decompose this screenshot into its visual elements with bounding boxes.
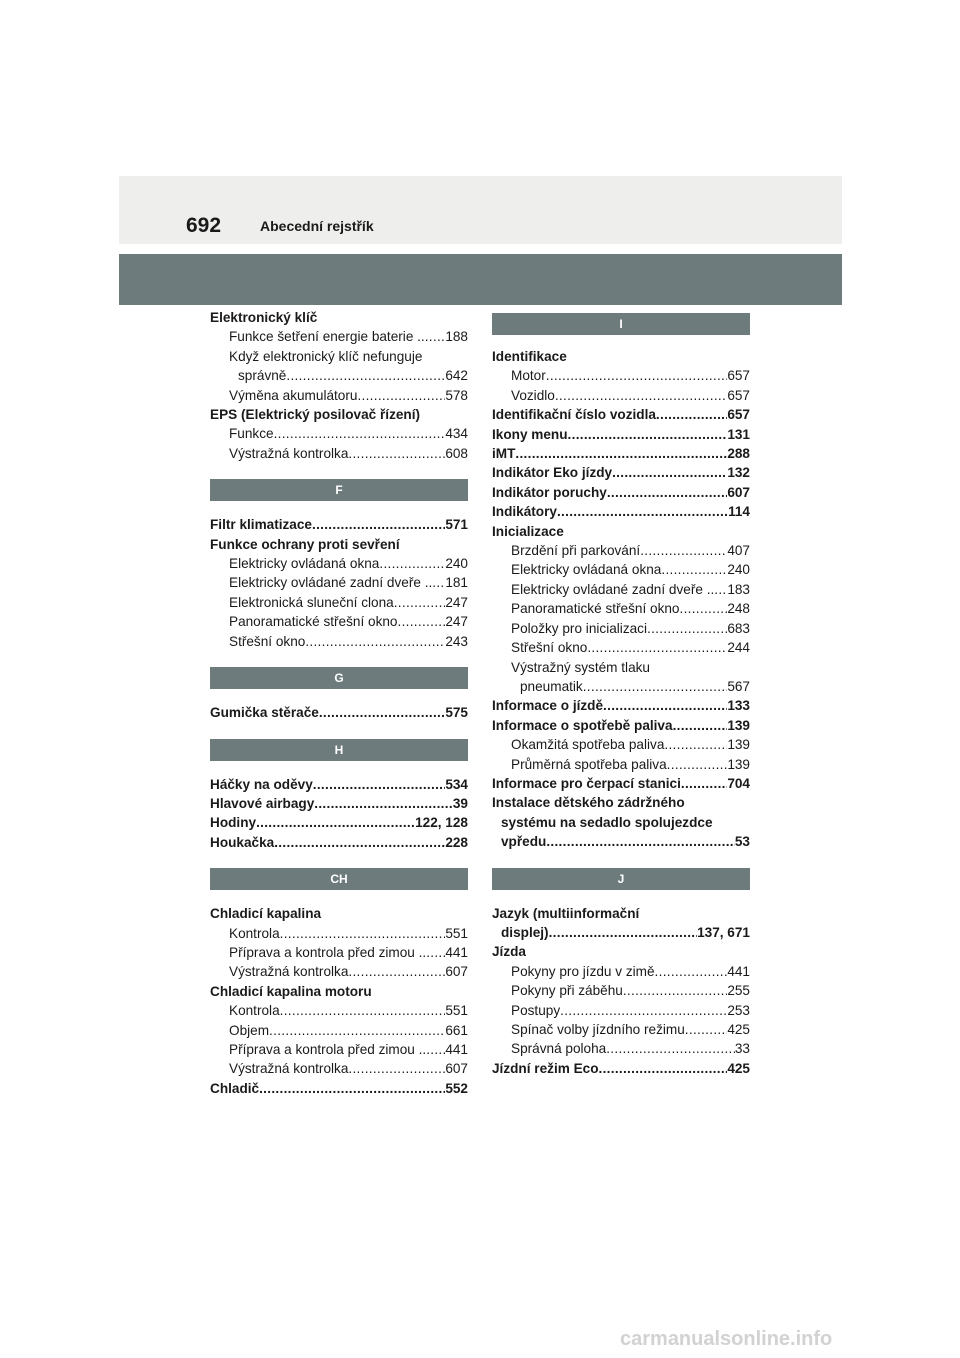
header-dark-band: [119, 254, 842, 305]
watermark[interactable]: carmanualsonline.info: [620, 1328, 833, 1350]
index-entry: Jízdní režim Eco ..... 425: [492, 1059, 750, 1078]
index-entry: Brzdění při parkování ..... 407: [492, 541, 750, 560]
index-entry: Jazyk (multiinformační: [492, 905, 640, 921]
index-entry: Informace o jízdě ..... 133: [492, 696, 750, 715]
index-entry: Indikátory ..... 114: [492, 502, 750, 521]
index-entry: Objem ..... 661: [210, 1021, 468, 1040]
index-entry: Výstražná kontrolka ..... 607: [210, 1059, 468, 1078]
index-column-left: [210, 308, 468, 1098]
index-entry: Hlavové airbagy ..... 39: [210, 794, 468, 813]
index-entry: Výstražná kontrolka ..... 608: [210, 444, 468, 463]
index-entry: Funkce ..... 434: [210, 424, 468, 443]
index-entry: Indikátor poruchy ..... 607: [492, 483, 750, 502]
index-entry: Okamžitá spotřeba paliva ..... 139: [492, 735, 750, 754]
page-title: Abecední rejstřík: [260, 218, 374, 234]
section-header-i: I: [492, 313, 750, 335]
index-entry: Ikony menu ..... 131: [492, 425, 750, 444]
index-entry: Když elektronický klíč nefunguje: [229, 348, 423, 364]
index-entry: Položky pro inicializaci ..... 683: [492, 619, 750, 638]
index-entry: Háčky na oděvy ..... 534: [210, 775, 468, 794]
index-entry: Informace o spotřebě paliva ..... 139: [492, 716, 750, 735]
index-entry: vpředu ..... 53: [492, 832, 750, 851]
index-entry: systému na sedadlo spolujezdce: [501, 814, 713, 830]
index-entry: Jízda: [492, 944, 526, 960]
section-header-g: G: [210, 667, 468, 689]
section-header-h: H: [210, 739, 468, 761]
index-entry: iMT ..... 288: [492, 444, 750, 463]
index-entry: Výstražný systém tlaku: [511, 659, 650, 675]
index-entry: Postupy ..... 253: [492, 1001, 750, 1020]
index-entry: Houkačka ..... 228: [210, 833, 468, 852]
index-entry: Průměrná spotřeba paliva ..... 139: [492, 755, 750, 774]
index-entry: Elektricky ovládaná okna ..... 240: [492, 560, 750, 579]
index-entry: Inicializace: [492, 523, 564, 539]
index-column-right: [492, 308, 750, 1078]
index-entry: Kontrola ..... 551: [210, 1001, 468, 1020]
index-entry: Indikátor Eko jízdy ..... 132: [492, 463, 750, 482]
index-entry: správně ..... 642: [210, 366, 468, 385]
index-entry: Chladicí kapalina motoru: [210, 983, 372, 999]
index-entry: Filtr klimatizace ..... 571: [210, 515, 468, 534]
index-entry: Gumička stěrače ..... 575: [210, 703, 468, 722]
index-entry: Výstražná kontrolka ..... 607: [210, 962, 468, 981]
section-header-j: J: [492, 868, 750, 890]
page-number: 692: [186, 214, 222, 237]
index-entry: Panoramatické střešní okno ..... 248: [492, 599, 750, 618]
index-entry: Výměna akumulátoru ..... 578: [210, 386, 468, 405]
section-header-f: F: [210, 479, 468, 501]
index-entry: Panoramatické střešní okno ..... 247: [210, 612, 468, 631]
index-entry: Chladič ..... 552: [210, 1079, 468, 1098]
index-entry: Elektricky ovládané zadní dveře .. ..... 183: [492, 580, 750, 599]
index-entry: Elektronický klíč: [210, 310, 318, 325]
index-entry: Funkce šetření energie baterie .. ..... 188: [210, 327, 468, 346]
index-entry: Střešní okno ..... 244: [492, 638, 750, 657]
index-entry: pneumatik ..... 567: [492, 677, 750, 696]
index-entry: Identifikace: [492, 349, 567, 364]
header-band: [119, 176, 842, 244]
index-entry: Kontrola ..... 551: [210, 924, 468, 943]
index-entry: Pokyny při záběhu ..... 255: [492, 981, 750, 1000]
index-entry: Informace pro čerpací stanici ..... 704: [492, 774, 750, 793]
index-entry: Elektronická sluneční clona ..... 247: [210, 593, 468, 612]
index-entry: EPS (Elektrický posilovač řízení): [210, 407, 421, 423]
index-entry: Elektricky ovládané zadní dveře .. ..... 181: [210, 573, 468, 592]
index-entry: Elektricky ovládaná okna ..... 240: [210, 554, 468, 573]
index-entry: Střešní okno ..... 243: [210, 632, 468, 651]
index-entry: displej) ..... 137, 671: [492, 923, 750, 942]
index-entry: Pokyny pro jízdu v zimě ..... 441: [492, 962, 750, 981]
index-entry: Příprava a kontrola před zimou .. ..... 441: [210, 943, 468, 962]
index-entry: Identifikační číslo vozidla ..... 657: [492, 405, 750, 424]
index-entry: Motor ..... 657: [492, 366, 750, 385]
index-entry: Funkce ochrany proti sevření: [210, 536, 400, 552]
index-entry: Příprava a kontrola před zimou .. ..... 441: [210, 1040, 468, 1059]
index-entry: Správná poloha ..... 33: [492, 1039, 750, 1058]
index-entry: Vozidlo ..... 657: [492, 386, 750, 405]
index-entry: Spínač volby jízdního režimu ..... 425: [492, 1020, 750, 1039]
index-entry: Hodiny ..... 122, 128: [210, 813, 468, 832]
section-header-ch: CH: [210, 868, 468, 890]
index-entry: Instalace dětského zádržného: [492, 795, 685, 811]
index-entry: Chladicí kapalina: [210, 906, 322, 922]
